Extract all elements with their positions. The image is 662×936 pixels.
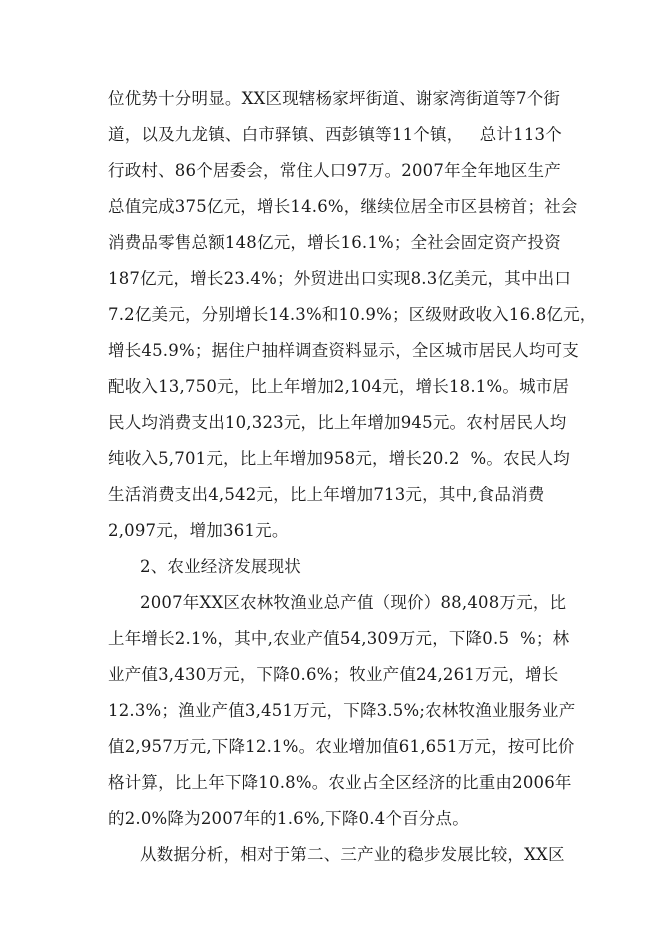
paragraph-1-line-1: 位优势十分明显。XX区现辖杨家坪街道、谢家湾街道等7个街	[108, 89, 561, 108]
paragraph-1-line-3: 行政村、86个居委会，常住人口97万。2007年全年地区生产	[108, 161, 561, 180]
paragraph-1-line-7: 7.2亿美元，分别增长14.3%和10.9%；区级财政收入16.8亿元，	[108, 305, 597, 324]
paragraph-1-line-8: 增长45.9%；据住户抽样调查资料显示，全区城市居民人均可支	[108, 341, 579, 360]
paragraph-1-line-4: 总值完成375亿元，增长14.6%，继续位居全市区县榜首；社会	[108, 197, 578, 216]
paragraph-2-line-1: 2007年XX区农林牧渔业总产值（现价）88,408万元，比	[140, 593, 567, 612]
paragraph-2-line-6: 格计算，比上年下降10.8%。农业占全区经济的比重由2006年	[108, 773, 572, 792]
paragraph-2-line-2: 上年增长2.1%，其中,农业产值54,309万元，下降0.5 %；林	[108, 629, 570, 648]
paragraph-1-line-10: 民人均消费支出10,323元，比上年增加945元。农村居民人均	[108, 413, 567, 432]
paragraph-2-line-5: 值2,957万元,下降12.1%。农业增加值61,651万元，按可比价	[108, 737, 575, 756]
paragraph-1-line-13: 2,097元，增加361元。	[108, 521, 289, 540]
paragraph-1-line-11: 纯收入5,701元，比上年增加958元，增长20.2 %。农民人均	[108, 449, 570, 468]
paragraph-2-line-3: 业产值3,430万元，下降0.6%；牧业产值24,261万元，增长	[108, 665, 559, 684]
paragraph-2-line-4: 12.3%；渔业产值3,451万元，下降3.5%;农林牧渔业服务业产	[108, 701, 576, 720]
section-heading: 2、农业经济发展现状	[140, 557, 301, 576]
paragraph-1-line-2: 道，以及九龙镇、白市驿镇、西彭镇等11个镇， 总计113个	[108, 125, 562, 144]
paragraph-1-line-5: 消费品零售总额148亿元，增长16.1%；全社会固定资产投资	[108, 233, 561, 252]
paragraph-3-line-1: 从数据分析，相对于第二、三产业的稳步发展比较，XX区	[140, 845, 565, 864]
paragraph-1-line-9: 配收入13,750元，比上年增加2,104元，增长18.1%。城市居	[108, 377, 570, 396]
paragraph-2-line-7: 的2.0%降为2007年的1.6%,下降0.4个百分点。	[108, 809, 469, 828]
paragraph-1-line-12: 生活消费支出4,542元，比上年增加713元，其中,食品消费	[108, 485, 545, 504]
paragraph-1-line-6: 187亿元，增长23.4%；外贸进出口实现8.3亿美元，其中出口	[108, 269, 572, 288]
